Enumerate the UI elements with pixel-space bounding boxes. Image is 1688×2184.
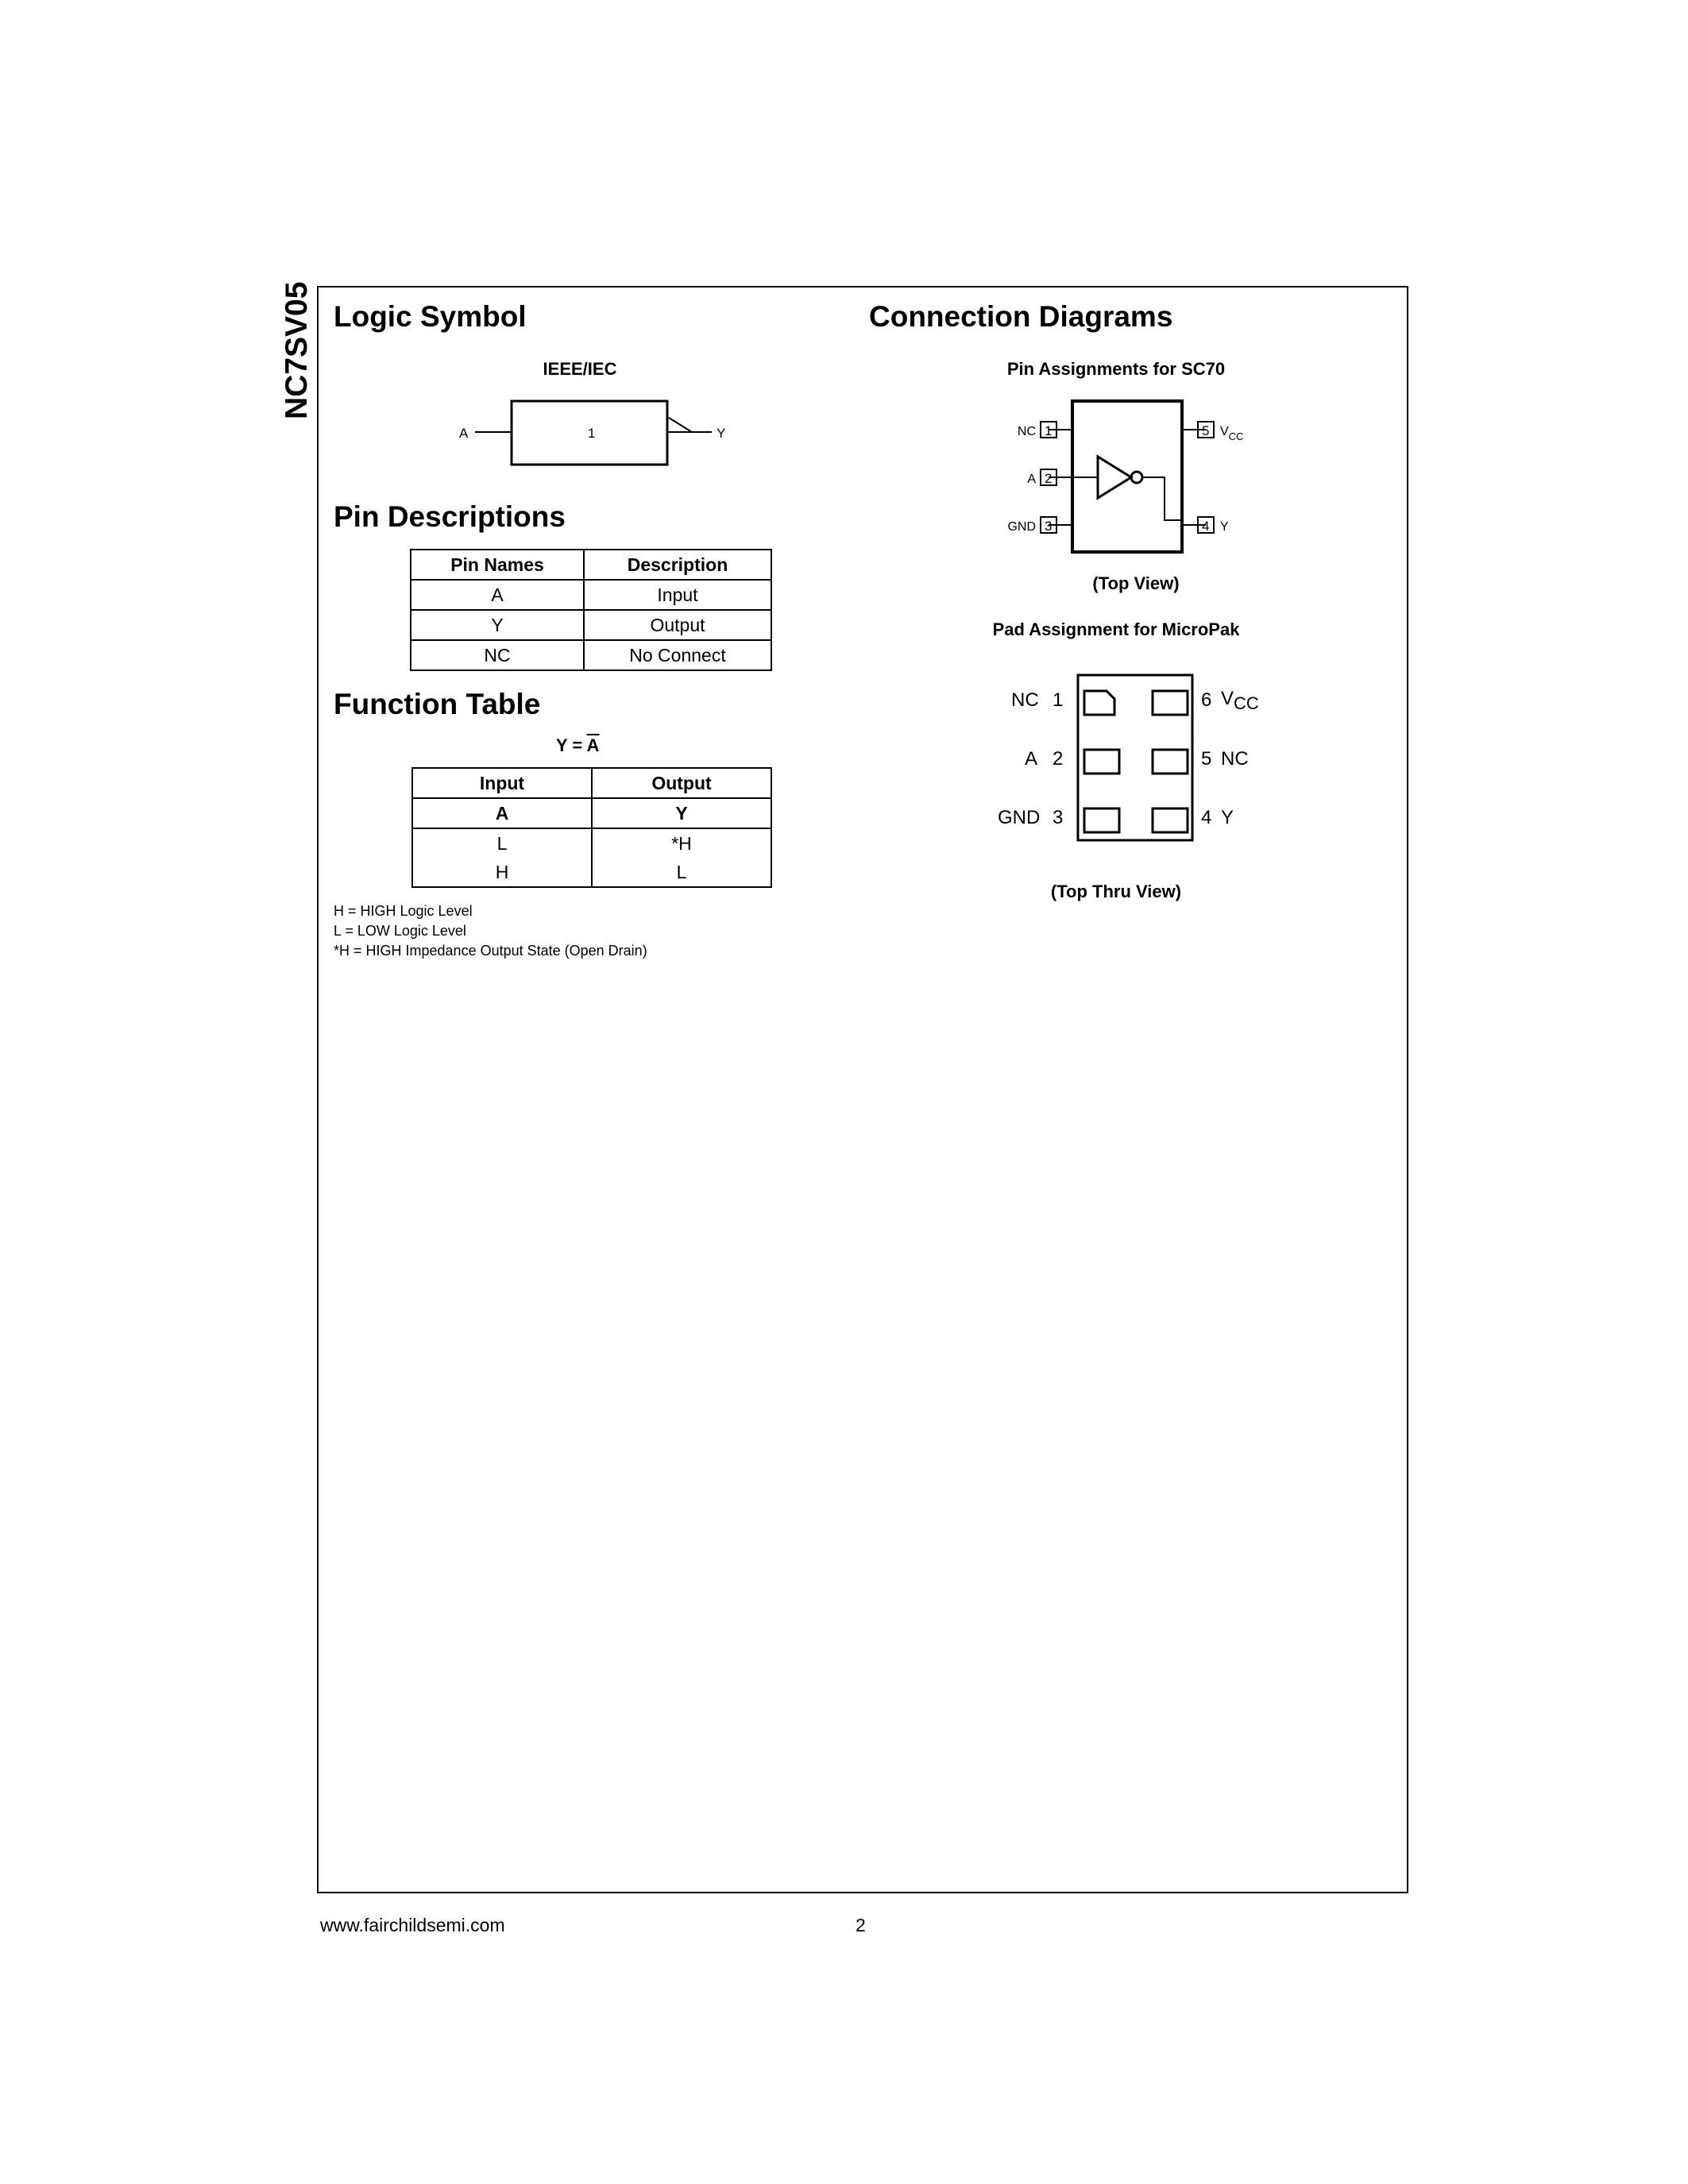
note-line: *H = HIGH Impedance Output State (Open Drain) (334, 943, 647, 959)
table-row (411, 610, 771, 640)
table-cell: A (411, 580, 584, 610)
micropak-pad-diagram (1076, 673, 1196, 844)
column-header: Input (412, 768, 592, 798)
table-cell: *H (592, 828, 771, 858)
footer-page-number: 2 (856, 1915, 866, 1935)
footer-website: www.fairchildsemi.com (320, 1915, 505, 1935)
sc70-pin-number: 4 (1202, 519, 1210, 534)
equation-rhs: $\overline{A}$ (586, 735, 600, 755)
micropak-pad-name: $V_{CC}$ (1221, 688, 1259, 713)
micropak-view-label: (Top Thru View) (1050, 882, 1182, 901)
logic-equation (556, 735, 599, 756)
sc70-pin-name: Y (1220, 520, 1229, 534)
column-header: Description (584, 550, 771, 580)
pin-descriptions-heading: Pin Descriptions (334, 500, 566, 533)
note-line: L = LOW Logic Level (334, 923, 466, 939)
table-cell: Output (584, 610, 771, 640)
connection-diagrams-heading: Connection Diagrams (869, 300, 1173, 333)
micropak-pad-number: 2 (1053, 748, 1064, 770)
table-cell: L (412, 828, 592, 858)
logic-output-label: Y (717, 426, 726, 441)
micropak-pad-number: 5 (1201, 748, 1212, 770)
sc70-vcc-sub: CC (1228, 430, 1244, 442)
table-cell: No Connect (584, 640, 771, 670)
sc70-pin-name: GND (1007, 520, 1036, 534)
logic-symbol-diagram (445, 389, 731, 477)
function-table-notes (334, 901, 647, 961)
table-cell: L (592, 858, 771, 887)
function-table-heading: Function Table (334, 688, 541, 720)
micropak-title: Pad Assignment for MicroPak (992, 619, 1240, 639)
sc70-pin-number: 3 (1045, 519, 1053, 534)
logic-input-label: A (459, 426, 469, 441)
micropak-pad-name: GND (998, 807, 1041, 828)
table-cell: H (412, 858, 592, 887)
logic-symbol-heading: Logic Symbol (334, 300, 527, 333)
sc70-pin-diagram (1001, 393, 1271, 560)
sc70-title: Pin Assignments for SC70 (1006, 359, 1226, 379)
table-row (412, 828, 771, 858)
sc70-view-label: (Top View) (1092, 573, 1180, 593)
column-header: Y (592, 798, 771, 828)
micropak-pad-name: Y (1221, 807, 1234, 828)
micropak-pad-number: 6 (1201, 689, 1212, 711)
part-number-side-title: NC7SV05 (280, 281, 314, 419)
column-header: Output (592, 768, 771, 798)
micropak-pad-number: 3 (1053, 807, 1064, 828)
function-table (411, 767, 772, 888)
column-header: A (412, 798, 592, 828)
table-row (411, 580, 771, 610)
equation-lhs: Y = (556, 735, 587, 755)
table-cell: Y (411, 610, 584, 640)
logic-gate-label: 1 (588, 426, 596, 441)
sc70-vcc-v: V (1220, 425, 1229, 438)
table-row (412, 858, 771, 887)
pin-descriptions-table (410, 549, 772, 671)
micropak-pad-number: 4 (1201, 807, 1212, 828)
sc70-pin-number: 5 (1202, 423, 1210, 438)
sc70-pin-number: 2 (1045, 471, 1053, 486)
micropak-pad-name: A (1025, 748, 1038, 770)
sc70-pin-name: NC (1017, 425, 1036, 438)
micropak-pad-name: NC (1011, 689, 1039, 711)
table-row (411, 640, 771, 670)
sc70-pin-name: A (1027, 473, 1036, 486)
table-cell: Input (584, 580, 771, 610)
note-line: H = HIGH Logic Level (334, 903, 473, 919)
sc70-pin-name (1220, 425, 1243, 442)
micropak-pad-name: NC (1221, 748, 1249, 770)
ieee-iec-label: IEEE/IEC (543, 359, 617, 379)
column-header: Pin Names (411, 550, 584, 580)
table-cell: NC (411, 640, 584, 670)
sc70-pin-number: 1 (1045, 423, 1053, 438)
micropak-pad-number: 1 (1053, 689, 1064, 711)
